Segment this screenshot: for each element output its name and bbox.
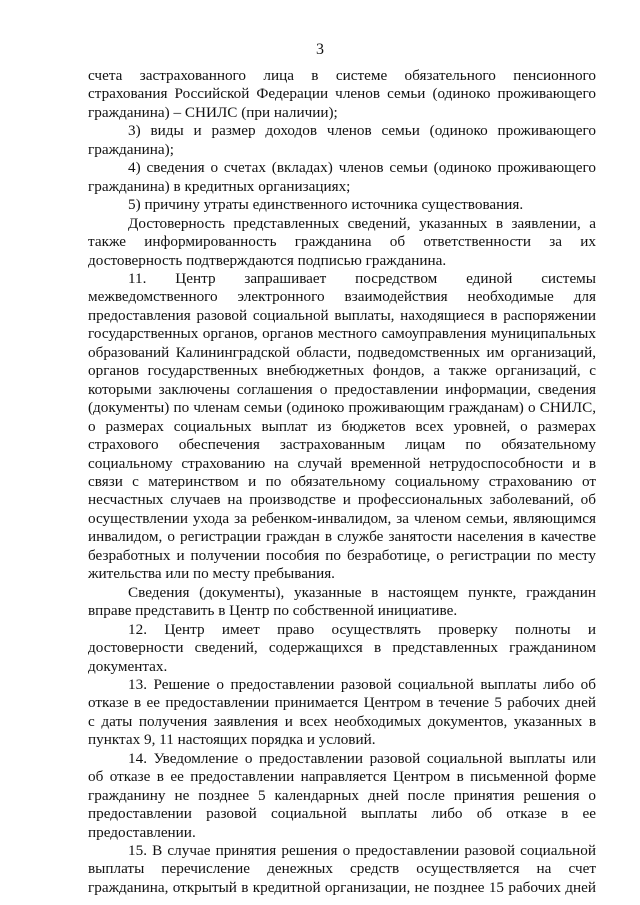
paragraph bbox=[88, 122, 596, 159]
text-line: счета застрахованного лица в системе обязательного пенсионного bbox=[88, 67, 596, 84]
text-line: жительства или по месту пребывания. bbox=[88, 565, 335, 583]
text-line: несчастных случаев на производстве и профессиональных заболеваний, об bbox=[88, 491, 596, 509]
text-line: также информированность гражданина об ответственности за их bbox=[88, 233, 596, 251]
text-line: достоверность подтверждаются подписью гражданина. bbox=[88, 251, 447, 269]
text-line: отказе в ее предоставлении принимается Центром в течение 5 рабочих дней bbox=[88, 694, 596, 712]
text-line: предоставлении разовой социальной выплаты либо об отказе в ее bbox=[88, 805, 596, 823]
text-line: социальному страхованию на случай временной нетрудоспособности и в bbox=[88, 454, 596, 472]
text-line: 11. Центр запрашивает посредством единой системы bbox=[128, 269, 596, 287]
text-line: органов государственных внебюджетных фондов, а также организаций, с bbox=[88, 362, 596, 380]
text-line: гражданину не позднее 5 календарных дней после принятия решения о bbox=[88, 786, 596, 804]
text-line: инвалидом, о регистрации граждан в службе занятости населения в качестве bbox=[88, 528, 596, 546]
text-line: осуществлении ухода за ребенком-инвалидом, за членом семьи, являющимся bbox=[88, 509, 596, 527]
text-line: гражданина) – СНИЛС (при наличии); bbox=[88, 103, 338, 121]
text-line: пунктах 9, 11 настоящих порядка и условий. bbox=[88, 731, 376, 749]
paragraph bbox=[88, 67, 596, 122]
text-line: предоставления разовой социальной выплаты, находящиеся в распоряжении bbox=[88, 306, 596, 324]
text-line: 5) причину утраты единственного источника существования. bbox=[128, 196, 524, 214]
document-body bbox=[88, 67, 596, 897]
page-number: 3 bbox=[316, 41, 324, 58]
text-line: документах. bbox=[88, 657, 168, 675]
text-line: гражданина); bbox=[88, 140, 174, 158]
text-line: гражданина) в кредитных организациях; bbox=[88, 177, 351, 195]
text-line: связи с материнством и по обязательному социальному страхованию от bbox=[88, 472, 596, 490]
text-line: о размерах социальных выплат из бюджетов всех уровней, о размерах bbox=[88, 417, 596, 435]
text-line: Достоверность представленных сведений, указанных в заявлении, а bbox=[128, 214, 596, 232]
text-line: 12. Центр имеет право осуществлять проверку полноты и bbox=[128, 620, 596, 638]
text-line: страхования Российской Федерации членов семьи (одиноко проживающего bbox=[88, 85, 596, 103]
paragraph bbox=[88, 584, 596, 621]
text-line: 14. Уведомление о предоставлении разовой социальной выплаты или bbox=[128, 749, 596, 767]
paragraph bbox=[88, 842, 596, 897]
text-line: безработных и получении пособия по безработице, о регистрации по месту bbox=[88, 546, 596, 564]
text-line: об отказе в ее предоставлении направляется Центром в письменной форме bbox=[88, 768, 596, 786]
text-line: с даты получения заявления и всех необходимых документов, указанных в bbox=[88, 712, 596, 730]
text-line: которыми заключены соглашения о предоставлении информации, сведения bbox=[88, 380, 596, 398]
text-line: 15. В случае принятия решения о предоставлении разовой социальной bbox=[128, 842, 596, 860]
text-line: предоставлении. bbox=[88, 823, 196, 841]
paragraph bbox=[88, 196, 596, 214]
text-line: образований Калининградской области, подведомственных им организаций, bbox=[88, 343, 596, 361]
text-line: (документы) по членам семьи (одиноко проживающим гражданам) о СНИЛС, bbox=[88, 399, 596, 417]
text-line: достоверности сведений, содержащихся в представленных гражданином bbox=[88, 639, 596, 657]
paragraph bbox=[88, 270, 596, 584]
text-line: межведомственного электронного взаимодействия необходимые для bbox=[88, 288, 596, 306]
text-line: Сведения (документы), указанные в настоящем пункте, гражданин bbox=[128, 583, 596, 601]
text-line: страхового обеспечения застрахованным лицам по обязательному bbox=[88, 436, 596, 454]
text-line: 3) виды и размер доходов членов семьи (одиноко проживающего bbox=[128, 122, 596, 140]
text-line: 4) сведения о счетах (вкладах) членов семьи (одиноко проживающего bbox=[128, 159, 596, 177]
paragraph bbox=[88, 750, 596, 842]
text-line: вправе представить в Центр по собственной инициативе. bbox=[88, 602, 458, 620]
paragraph bbox=[88, 621, 596, 676]
text-line: гражданина, открытый в кредитной организации, не позднее 15 рабочих дней bbox=[88, 878, 596, 896]
paragraph bbox=[88, 215, 596, 270]
paragraph bbox=[88, 676, 596, 750]
text-line: 13. Решение о предоставлении разовой социальной выплаты либо об bbox=[128, 675, 596, 693]
text-line: государственных органов, органов местного самоуправления муниципальных bbox=[88, 325, 596, 343]
text-line: выплаты перечисление денежных средств осуществляется на счет bbox=[88, 860, 596, 878]
paragraph bbox=[88, 159, 596, 196]
